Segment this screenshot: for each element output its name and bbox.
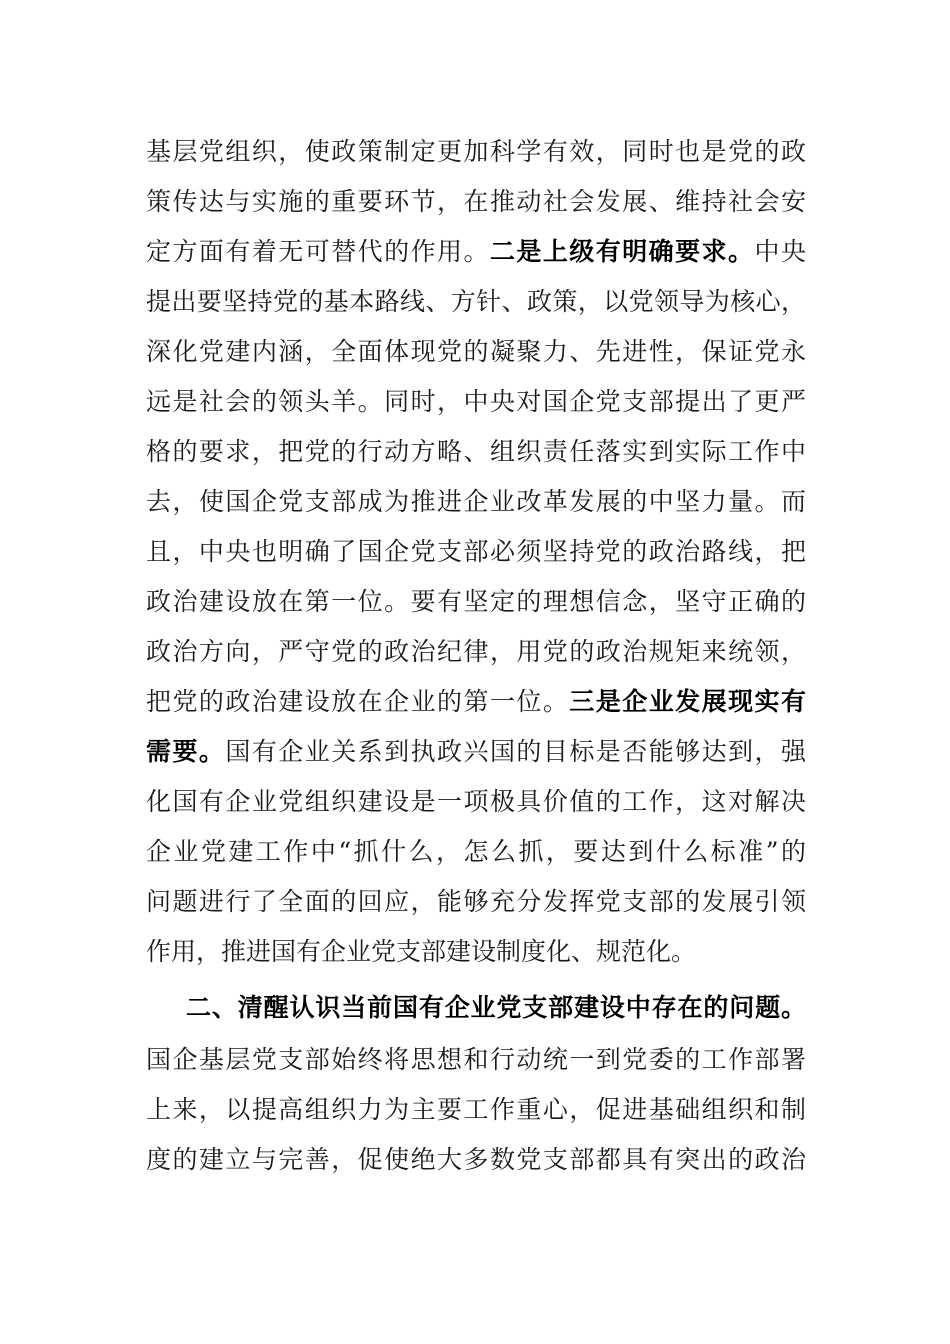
text-segment: 企业党建工作中“抓什么，怎么抓，要达到什么标准”的 bbox=[146, 837, 806, 866]
text-segment: 上来，以提高组织力为主要工作重心，促进基础组织和制 bbox=[146, 1095, 806, 1124]
text-line-9 bbox=[146, 527, 806, 577]
text-segment: 基层党组织，使政策制定更加科学有效，同时也是党的政 bbox=[146, 137, 806, 166]
text-segment: 定方面有着无可替代的作用。 bbox=[146, 237, 490, 266]
text-line-2 bbox=[146, 177, 806, 227]
text-line-1 bbox=[146, 127, 806, 177]
text-segment: 国有企业关系到执政兴国的目标是否能够达到，强 bbox=[225, 737, 806, 766]
text-segment: 作用，推进国有企业党支部建设制度化、规范化。 bbox=[146, 937, 697, 966]
text-line-20 bbox=[146, 1085, 806, 1135]
text-line-11 bbox=[146, 627, 806, 677]
text-segment: 中央 bbox=[754, 237, 806, 266]
text-line-5 bbox=[146, 327, 806, 377]
text-segment: 国企基层党支部始终将思想和行动统一到党委的工作部署 bbox=[146, 1045, 806, 1074]
section-heading-2 bbox=[186, 983, 806, 1033]
text-segment: 把党的政治建设放在企业的第一位。 bbox=[146, 687, 570, 716]
text-segment: 化国有企业党组织建设是一项极具价值的工作，这对解决 bbox=[146, 787, 806, 816]
text-line-13 bbox=[146, 727, 806, 777]
text-segment: 提出要坚持党的基本路线、方针、政策，以党领导为核心， bbox=[146, 287, 806, 316]
text-segment: 度的建立与完善，促使绝大多数党支部都具有突出的政治 bbox=[146, 1145, 806, 1174]
text-segment: 问题进行了全面的回应，能够充分发挥党支部的发展引领 bbox=[146, 887, 806, 916]
text-line-7 bbox=[146, 427, 806, 477]
text-segment: 远是社会的领头羊。同时，中央对国企党支部提出了更严 bbox=[146, 387, 806, 416]
text-segment: 策传达与实施的重要环节，在推动社会发展、维持社会安 bbox=[146, 187, 806, 216]
text-line-10 bbox=[146, 577, 806, 627]
text-line-12 bbox=[146, 677, 806, 727]
text-line-4 bbox=[146, 277, 806, 327]
bold-heading-segment: 三是企业发展现实有 bbox=[569, 687, 806, 716]
text-line-19 bbox=[146, 1035, 806, 1085]
text-line-17 bbox=[146, 927, 806, 977]
text-line-14 bbox=[146, 777, 806, 827]
text-line-15 bbox=[146, 827, 806, 877]
bold-heading-segment: 需要。 bbox=[146, 737, 226, 766]
text-line-6 bbox=[146, 377, 806, 427]
text-segment: 政治方向，严守党的政治纪律，用党的政治规矩来统领， bbox=[146, 637, 806, 666]
text-line-8 bbox=[146, 477, 806, 527]
text-segment: 格的要求，把党的行动方略、组织责任落实到实际工作中 bbox=[146, 437, 806, 466]
text-segment: 政治建设放在第一位。要有坚定的理想信念，坚守正确的 bbox=[146, 587, 806, 616]
text-line-3 bbox=[146, 227, 806, 277]
text-segment: 去，使国企党支部成为推进企业改革发展的中坚力量。而 bbox=[146, 487, 806, 516]
text-segment: 深化党建内涵，全面体现党的凝聚力、先进性，保证党永 bbox=[146, 337, 806, 366]
bold-heading-segment: 二是上级有明确要求。 bbox=[489, 237, 755, 266]
bold-heading-segment: 二、清醒认识当前国有企业党支部建设中存在的问题。 bbox=[186, 993, 806, 1022]
text-segment: 且，中央也明确了国企党支部必须坚持党的政治路线，把 bbox=[146, 537, 806, 566]
text-line-21 bbox=[146, 1135, 806, 1185]
text-line-16 bbox=[146, 877, 806, 927]
